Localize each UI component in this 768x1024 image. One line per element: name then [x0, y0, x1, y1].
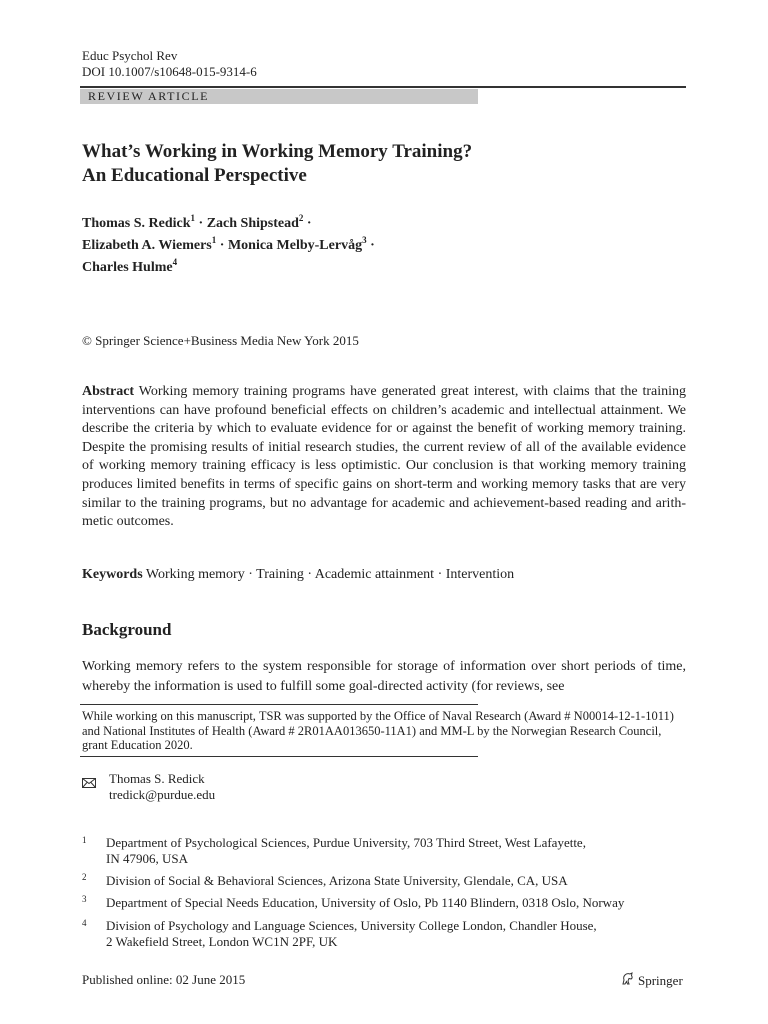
contact-email[interactable]: tredick@purdue.edu: [109, 787, 216, 802]
title-line-2: An Educational Perspective: [82, 165, 307, 186]
author-affiliation-mark: 1: [190, 213, 196, 223]
abstract-label: Abstract: [82, 384, 135, 399]
footnote-rule: [80, 704, 478, 705]
article-type: REVIEW ARTICLE: [88, 89, 210, 103]
keywords-label: Keywords: [82, 567, 143, 582]
journal-name: Educ Psychol Rev: [82, 48, 178, 63]
author-affiliation-mark: 3: [362, 235, 367, 245]
springer-horse-icon: [620, 972, 634, 990]
author-name[interactable]: Zach Shipstead: [206, 216, 299, 231]
affiliation-rule: [80, 756, 478, 757]
funding-footnote: While working on this manuscript, TSR was supported by the Office of Naval Research (Award # N00014-12-1-1011) and National Institutes of Health (Award # 2R01AA013650-11A1) and MM-L by the Norwegian Research Council, grant Education 2020.: [82, 709, 674, 752]
author-name[interactable]: Thomas S. Redick: [82, 216, 191, 231]
header-rule: [80, 86, 686, 88]
affiliation-2: [106, 873, 686, 889]
author-separator: ·: [198, 216, 204, 231]
author-affiliation-mark: 2: [298, 213, 304, 223]
affiliation-line: IN 47906, USA: [106, 851, 188, 866]
affiliation-3: [106, 895, 686, 911]
keywords-text: Working memory · Training · Academic attainment · Intervention: [145, 567, 515, 582]
author-separator: ·: [219, 238, 225, 253]
envelope-icon: [82, 775, 96, 785]
published-date: Published online: 02 June 2015: [82, 972, 246, 987]
title-line-1: What’s Working in Working Memory Training?: [82, 141, 473, 162]
affiliation-number: 1: [82, 835, 87, 845]
article-title: [82, 140, 472, 188]
corresponding-author: [109, 771, 215, 803]
abstract-text: Working memory training programs have generated great interest, with claims that the training interventions can have profound beneficial effects on children’s academic and intellectual attainment. We describe the criteria by which to evaluate evidence for or against the benefit of working memory training. Despite the promising results of initial research studies, the current review of all of the available evidence of working memory training efficacy is less optimistic. Our conclusion is that working memory training produces limited benefits in terms of specific gains on short-term and working memory tasks that are very similar to the training programs, but no advantage for academic and achievement-based reading and arith-metic outcomes.: [82, 384, 686, 530]
affiliation-line: Department of Psychological Sciences, Purdue University, 703 Third Street, West Lafayette,: [106, 835, 586, 850]
author-name[interactable]: Charles Hulme: [82, 260, 173, 275]
author-affiliation-mark: 4: [172, 257, 178, 267]
section-body: Working memory refers to the system responsible for storage of information over short periods of time, whereby the information is used to fulfill some goal-directed activity (for reviews, see: [82, 659, 686, 694]
author-affiliation-mark: 1: [211, 235, 217, 245]
affiliation-line: Division of Social & Behavioral Sciences, Arizona State University, Glendale, CA, USA: [106, 873, 568, 888]
keywords: [82, 566, 514, 584]
section-heading: Background: [82, 620, 172, 639]
affiliation-line: Division of Psychology and Language Sciences, University College London, Chandler House,: [106, 918, 597, 933]
doi[interactable]: DOI 10.1007/s10648-015-9314-6: [82, 64, 257, 79]
affiliation-number: 4: [82, 918, 87, 928]
author-list: [82, 210, 582, 276]
affiliation-1: [106, 835, 686, 867]
contact-name: Thomas S. Redick: [109, 771, 205, 786]
abstract: [82, 383, 686, 532]
affiliation-number: 3: [82, 894, 87, 904]
affiliation-4: [106, 918, 686, 950]
affiliation-line: 2 Wakefield Street, London WC1N 2PF, UK: [106, 934, 338, 949]
copyright-notice: © Springer Science+Business Media New York 2015: [82, 333, 359, 348]
publisher-name: Springer: [638, 973, 683, 988]
affiliation-line: Department of Special Needs Education, University of Oslo, Pb 1140 Blindern, 0318 Oslo, Norway: [106, 895, 625, 910]
author-separator: ·: [370, 238, 375, 253]
author-name[interactable]: Elizabeth A. Wiemers: [82, 238, 212, 253]
author-separator: ·: [306, 216, 312, 231]
journal-header: [82, 48, 257, 80]
publisher-logo: [620, 972, 683, 990]
author-name[interactable]: Monica Melby-Lervåg: [227, 238, 363, 253]
affiliation-number: 2: [82, 872, 87, 882]
